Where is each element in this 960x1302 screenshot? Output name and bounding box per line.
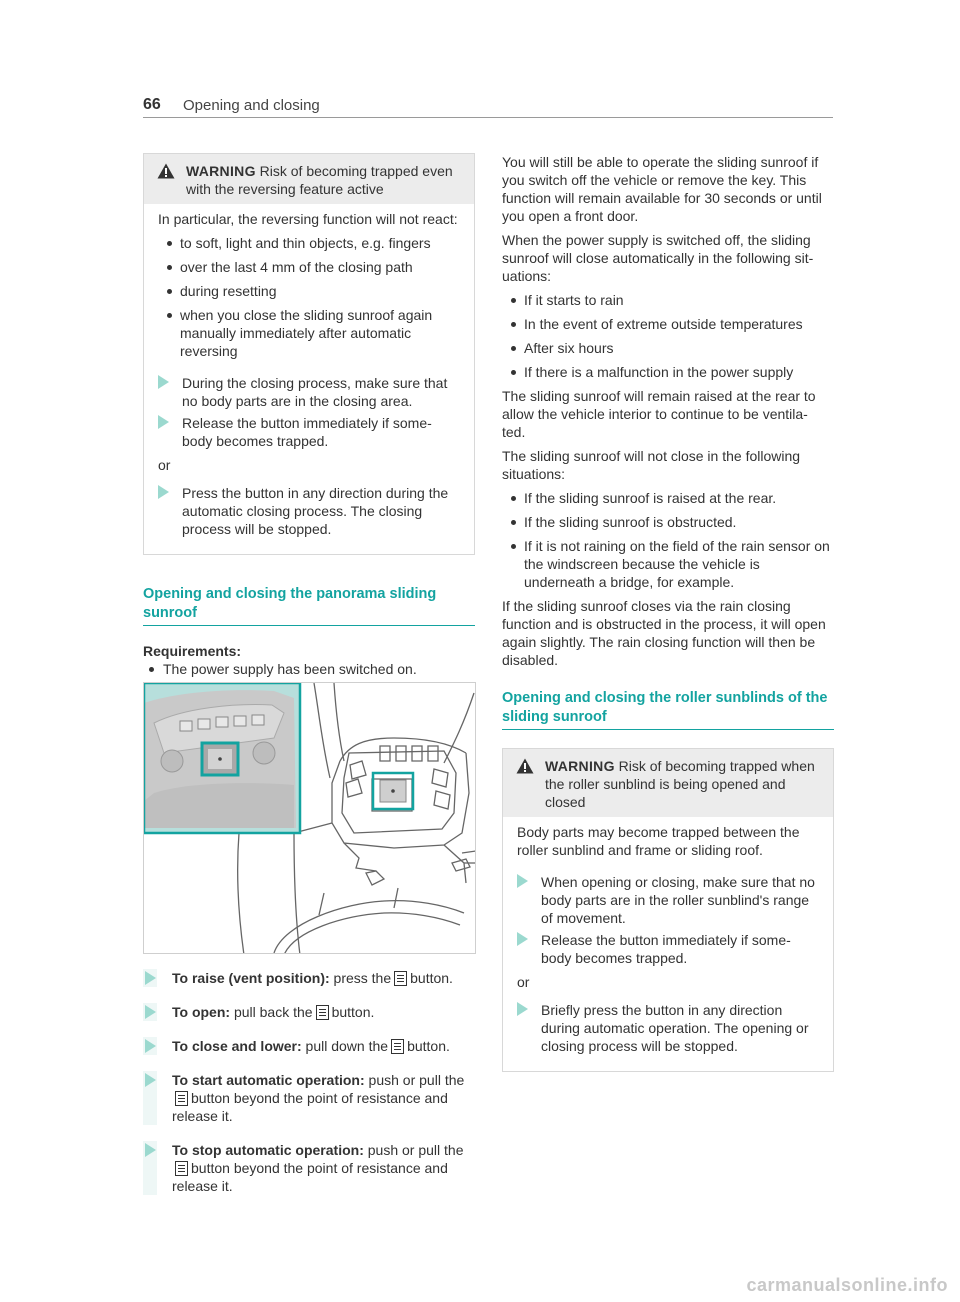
or-separator: or [158, 457, 171, 473]
list-item: when you close the sliding sunroof again manually immediately after automatic reversing [158, 306, 462, 360]
paragraph: The sliding sunroof will remain raised at the rear to allow the vehicle interior to continue to be ventila- ted. [502, 388, 816, 440]
warning-box-2 [502, 748, 834, 1072]
warning-intro: Body parts may become trapped between the roller sunblind and frame or sliding roof. [517, 824, 800, 858]
instruction-step: Briefly press the button in any direction during automatic operation. The opening or closing process will be stopped. [517, 1001, 821, 1055]
warning-body-1 [144, 204, 474, 554]
warning-triangle-icon [157, 163, 175, 179]
arrow-right-icon [158, 375, 169, 389]
page-header [143, 96, 833, 118]
paragraph: You will still be able to operate the sliding sunroof if you switch off the vehicle or remove the key. This function will remain available for 30 seconds or until you open a front door. [502, 154, 822, 224]
list-item: If the sliding sunroof is obstructed. [502, 513, 834, 531]
right-column [502, 153, 834, 1072]
action-step-start-auto: To start automatic operation: push or pull the button beyond the point of resistance and release it. [143, 1071, 475, 1125]
warning-text: Risk of becoming trapped when the roller sunblind is being opened and closed [545, 758, 815, 810]
arrow-right-icon [158, 415, 169, 429]
instruction-step: During the closing process, make sure that no body parts are in the closing area. [158, 374, 462, 410]
warning-triangle-icon [516, 758, 534, 774]
paragraph: If the sliding sunroof closes via the rain closing function and is obstructed in the process, it will open again slightly. The rain closing function will then be disabled. [502, 598, 826, 668]
list-item: If the sliding sunroof is raised at the rear. [502, 489, 834, 507]
overhead-control-panel-illustration [143, 682, 476, 954]
list-item: If it starts to rain [502, 291, 834, 309]
warning-header-2 [503, 749, 833, 817]
list-item: during resetting [158, 282, 462, 300]
action-label: To close and lower: [172, 1038, 302, 1054]
section-heading: Opening and closing the roller sunblinds of the sliding sunroof [502, 689, 834, 730]
action-step-raise: To raise (vent position): press the button. [143, 969, 475, 987]
action-label: To start automatic operation: [172, 1072, 365, 1088]
paragraph: When the power supply is switched off, the sliding sunroof will close automatically in the following sit- uations: [502, 232, 814, 284]
warning-steps [517, 873, 821, 1055]
section-heading: Opening and closing the panorama sliding sunroof [143, 585, 475, 626]
warning-box-1 [143, 153, 475, 555]
page-number: 66 [143, 96, 161, 113]
action-label: To stop automatic operation: [172, 1142, 364, 1158]
arrow-right-icon [145, 1005, 156, 1019]
arrow-right-icon [145, 1073, 156, 1087]
warning-label: WARNING [545, 758, 615, 774]
action-step-open: To open: pull back the button. [143, 1003, 475, 1021]
action-step-stop-auto: To stop automatic operation: push or pull the button beyond the point of resistance and release it. [143, 1141, 475, 1195]
bullet-list [502, 489, 834, 591]
sunroof-button-icon [391, 1039, 404, 1054]
warning-text: Risk of becoming trapped even with the reversing feature active [186, 163, 453, 197]
sunroof-button-icon [394, 971, 407, 986]
overhead-panel-drawing [144, 683, 476, 954]
list-item: If there is a malfunction in the power supply [502, 363, 834, 381]
instruction-step: Release the button immediately if some- body becomes trapped. [517, 931, 821, 967]
action-step-close: To close and lower: pull down the button. [143, 1037, 475, 1055]
requirement-item: The power supply has been switched on. [143, 660, 475, 678]
arrow-right-icon [145, 1143, 156, 1157]
instruction-step: When opening or closing, make sure that no body parts are in the roller sunblind's range of movement. [517, 873, 821, 927]
arrow-right-icon [145, 971, 156, 985]
arrow-right-icon [158, 485, 169, 499]
sunroof-button-icon [175, 1091, 188, 1106]
list-item: If it is not raining on the field of the rain sensor on the windscreen because the vehicle is underneath a bridge, for example. [502, 537, 834, 591]
warning-body-2 [503, 817, 833, 1071]
warning-intro: In particular, the reversing function will not react: [158, 211, 458, 227]
requirements-title: Requirements: [143, 643, 242, 659]
bullet-list [502, 291, 834, 381]
watermark: carmanualsonline.info [746, 1275, 948, 1295]
list-item: In the event of extreme outside temperatures [502, 315, 834, 333]
instruction-step: Press the button in any direction during the automatic closing process. The closing process will be stopped. [158, 484, 462, 538]
warning-steps [158, 374, 462, 538]
paragraph: The sliding sunroof will not close in the following situations: [502, 448, 801, 482]
arrow-right-icon [517, 932, 528, 946]
action-list [143, 969, 475, 1211]
arrow-right-icon [517, 874, 528, 888]
left-column [143, 153, 475, 678]
action-label: To open: [172, 1004, 231, 1020]
warning-header-1 [144, 154, 474, 204]
list-item: to soft, light and thin objects, e.g. fingers [158, 234, 462, 252]
warning-label: WARNING [186, 163, 256, 179]
sunroof-button-icon [316, 1005, 329, 1020]
warning-bullet-list [158, 234, 462, 360]
or-separator: or [517, 974, 530, 990]
list-item: over the last 4 mm of the closing path [158, 258, 462, 276]
list-item: After six hours [502, 339, 834, 357]
instruction-step: Release the button immediately if some- body becomes trapped. [158, 414, 462, 450]
arrow-right-icon [145, 1039, 156, 1053]
sunroof-button-icon [175, 1161, 188, 1176]
section-panorama [143, 585, 475, 678]
arrow-right-icon [517, 1002, 528, 1016]
page-title: Opening and closing [183, 97, 320, 114]
action-label: To raise (vent position): [172, 970, 330, 986]
